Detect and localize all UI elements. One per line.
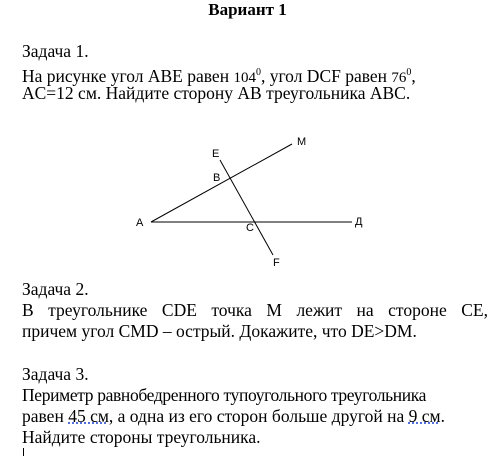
task1-degree2: 0 bbox=[406, 67, 412, 78]
label-e: E bbox=[212, 148, 220, 160]
label-a: A bbox=[136, 217, 144, 229]
label-f: F bbox=[273, 257, 280, 269]
label-c: C bbox=[246, 222, 254, 234]
line-ef bbox=[220, 160, 273, 255]
line-am bbox=[151, 144, 292, 222]
task3-perimeter: 45 см bbox=[68, 406, 109, 426]
task2-word: лежит bbox=[296, 300, 343, 320]
task1-degree1: 0 bbox=[255, 67, 261, 78]
task2-word: стороне bbox=[388, 300, 447, 320]
task1-line1-c: , bbox=[411, 66, 416, 86]
text-cursor bbox=[23, 448, 24, 456]
document-title: Вариант 1 bbox=[208, 0, 287, 19]
task2-heading: Задача 2. bbox=[22, 279, 89, 299]
task3-line2-b: , а одна из его сторон больше другой на bbox=[108, 406, 409, 426]
task2-word: CDE bbox=[161, 300, 197, 320]
task3-line3: Найдите стороны треугольника. bbox=[22, 427, 261, 447]
task2-word: M bbox=[266, 300, 282, 320]
task2-word: точка bbox=[211, 300, 252, 320]
task3-diff: 9 см bbox=[408, 406, 441, 426]
task2-line1 bbox=[22, 300, 488, 321]
task1-line1-a: На рисунке угол ABE равен bbox=[22, 66, 234, 86]
task3-line2-a: равен bbox=[22, 406, 69, 426]
task1-line2: AC=12 см. Найдите сторону AB треугольника ABC. bbox=[22, 83, 411, 103]
task1-angle2: 76 bbox=[391, 70, 407, 86]
task3-heading: Задача 3. bbox=[22, 364, 89, 384]
task1-line1-b: , угол DCF равен bbox=[260, 66, 392, 86]
task2-word: В bbox=[22, 300, 34, 320]
label-d: Д bbox=[355, 216, 363, 228]
geometry-figure bbox=[130, 132, 380, 272]
task1-angle1: 104 bbox=[233, 70, 256, 86]
task2-word: на bbox=[356, 300, 374, 320]
task2-word: треугольнике bbox=[48, 300, 148, 320]
label-b: B bbox=[213, 172, 221, 184]
task2-line2: причем угол CMD – острый. Докажите, что DE>DM. bbox=[22, 321, 417, 341]
task2-word: CE, bbox=[461, 300, 488, 320]
task3-line2-c: . bbox=[440, 406, 445, 426]
label-m: M bbox=[297, 136, 307, 148]
task1-heading: Задача 1. bbox=[22, 41, 89, 61]
task3-line2 bbox=[22, 406, 445, 427]
task3-line1: Периметр равнобедренного тупоугольного треугольника bbox=[22, 385, 427, 405]
